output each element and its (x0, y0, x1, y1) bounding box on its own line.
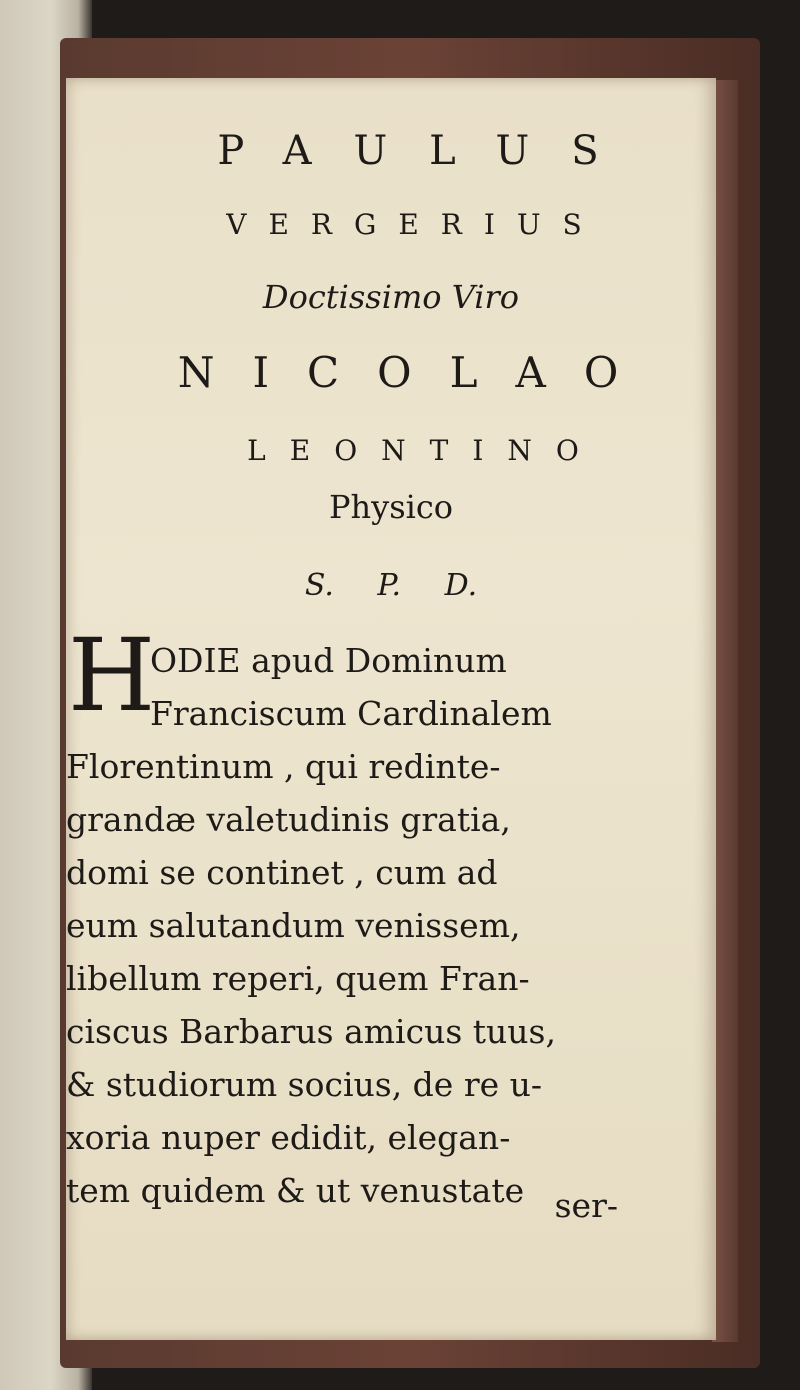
author-last-name: VERGERIUS (226, 208, 604, 241)
author-first-name: PAULUS (217, 128, 641, 174)
text-line: domi se continet , cum ad (66, 853, 498, 892)
text-line: tem quidem & ut venustate (66, 1171, 525, 1210)
drop-cap: H (68, 617, 156, 734)
catchword: ser- (554, 1186, 618, 1225)
dedication-line: Doctissimo Viro (262, 278, 520, 316)
text-line: & studiorum socius, de re u- (66, 1065, 543, 1104)
text-line: grandæ valetudinis gratia, (66, 800, 511, 839)
recipient-last-name: LEONTINO (247, 434, 603, 467)
text-line: libellum reperi, quem Fran- (66, 959, 530, 998)
book-page (66, 78, 716, 1340)
text-line: ODIE apud Dominum (150, 641, 507, 680)
recipient-first-name: NICOLAO (177, 348, 657, 397)
text-line: Florentinum , qui redinte- (66, 747, 501, 786)
text-line: eum salutandum venissem, (66, 906, 521, 945)
salutation: S. P. D. (304, 568, 478, 603)
letter-body (66, 634, 656, 1217)
text-line: xoria nuper edidit, elegan- (66, 1118, 511, 1157)
text-line: ciscus Barbarus amicus tuus, (66, 1012, 556, 1051)
text-line: Franciscum Cardinalem (150, 694, 552, 733)
recipient-profession: Physico (328, 488, 454, 526)
